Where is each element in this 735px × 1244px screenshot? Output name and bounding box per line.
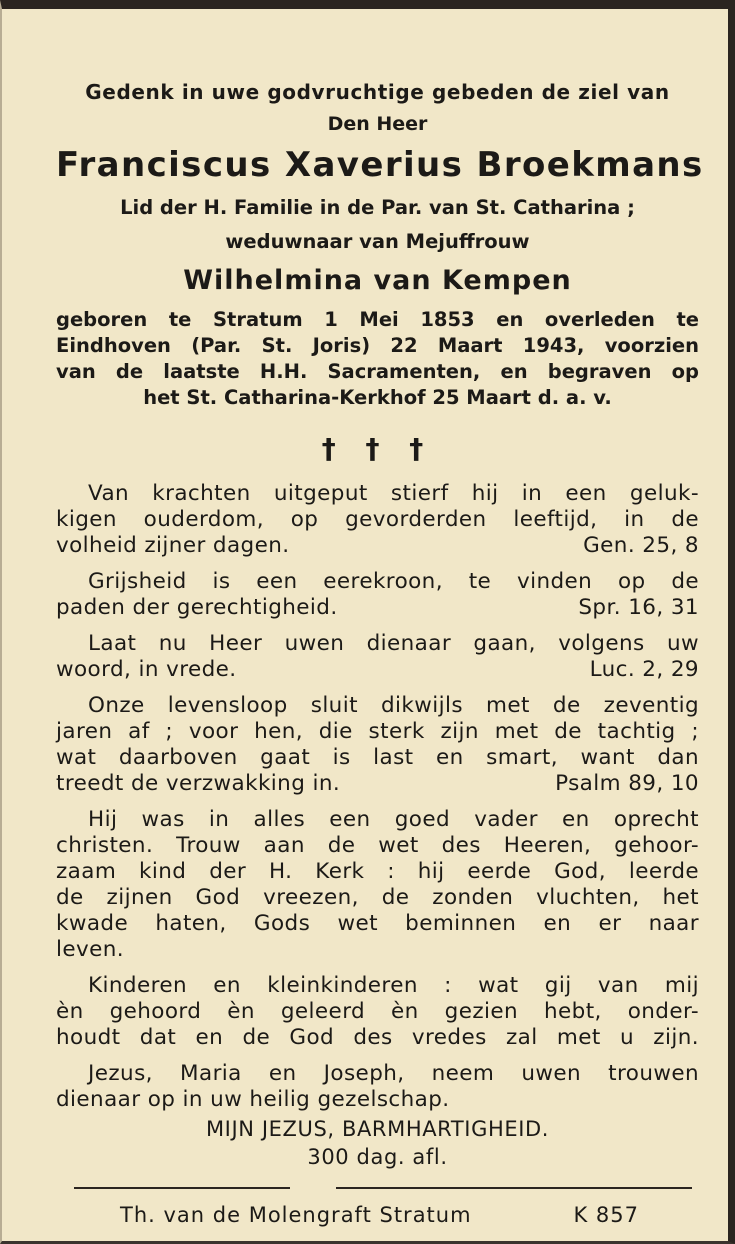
paragraph-line: kwade haten, Gods wet beminnen en er naar [56,911,699,936]
scripture-reference: Psalm 89, 10 [555,771,699,796]
deceased-name: Franciscus Xaverius Broekmans [56,145,704,185]
bio-line: het St. Catharina-Kerkhof 25 Maart d. a. v. [143,386,612,409]
paragraph-line: dienaar op in uw heilig gezelschap. [56,1087,450,1112]
paragraph-line: leven. [56,937,125,962]
scripture-quote-psalm [56,693,699,797]
membership-line: Lid der H. Familie in de Par. van St. Catharina ; [120,196,635,219]
printer-name: Th. van de Molengraft Stratum [120,1203,472,1227]
scripture-reference: Luc. 2, 29 [589,657,699,682]
scripture-quote-proverbs [56,569,699,621]
quote-line: kigen ouderdom, op gevorderden leeftijd, in de [56,507,699,532]
crosses-ornament: † † † [321,432,434,465]
paragraph-line: de zijnen God vreezen, de zonden vluchten, het [56,885,699,910]
quote-line: woord, in vrede. [56,657,237,682]
printer-line [56,1201,699,1229]
title-line: Den Heer [327,113,428,135]
quote-line: wat daarboven gaat is last en smart, want dan [56,745,699,770]
paragraph-line: Hij was in alles een goed vader en oprecht [88,807,699,832]
character-paragraph [56,807,699,963]
quote-last-row [56,595,699,621]
widower-line: weduwnaar van Mejuffrouw [225,230,530,253]
paragraph-line: èn gehoord èn geleerd èn gezien hebt, onder- [56,999,699,1024]
quote-line: Grijsheid is een eerekroon, te vinden op de [88,569,699,594]
biography [56,307,699,411]
quote-line: Van krachten uitgeput stierf hij in een geluk- [88,481,699,506]
paragraph-line: Kinderen en kleinkinderen : wat gij van mij [88,973,699,998]
scripture-reference: Gen. 25, 8 [583,533,699,558]
quote-last-row [56,657,699,683]
bio-line: Eindhoven (Par. St. Joris) 22 Maart 1943, voorzien [56,334,699,357]
printer-code: K 857 [573,1203,639,1227]
scripture-quote-genesis [56,481,699,559]
quote-last-row [56,771,699,797]
quote-last-row [56,533,699,559]
paragraph-line: houdt dat en de God des vredes zal met u zijn. [56,1025,699,1050]
indulgence-note: 300 dag. afl. [307,1145,448,1169]
scripture-reference: Spr. 16, 31 [578,595,699,620]
children-paragraph [56,973,699,1051]
paragraph-line: christen. Trouw aan de wet des Heeren, gehoor- [56,833,699,858]
quote-line: Laat nu Heer uwen dienaar gaan, volgens uw [88,631,699,656]
wife-name: Wilhelmina van Kempen [183,265,572,296]
divider-rule [56,1187,699,1189]
card-content [56,75,704,1229]
bio-line: van de laatste H.H. Sacramenten, en begraven op [56,360,699,383]
prayer-paragraph [56,1061,699,1113]
quote-line: volheid zijner dagen. [56,533,290,558]
quote-line: jaren af ; voor hen, die sterk zijn met de tachtig ; [56,719,699,744]
scripture-quote-luke [56,631,699,683]
paragraph-line: Jezus, Maria en Joseph, neem uwen trouwen [88,1061,699,1086]
quote-line: paden der gerechtigheid. [56,595,338,620]
quote-line: Onze levensloop sluit dikwijls met de zeventig [88,693,699,718]
remembrance-line: Gedenk in uwe godvruchtige gebeden de ziel van [85,80,670,104]
prayer-invocation: MIJN JEZUS, BARMHARTIGHEID. [205,1117,550,1141]
bio-line: geboren te Stratum 1 Mei 1853 en overleden te [56,308,699,331]
quote-line: treedt de verzwakking in. [56,771,341,796]
paragraph-line: zaam kind der H. Kerk : hij eerde God, leerde [56,859,699,884]
